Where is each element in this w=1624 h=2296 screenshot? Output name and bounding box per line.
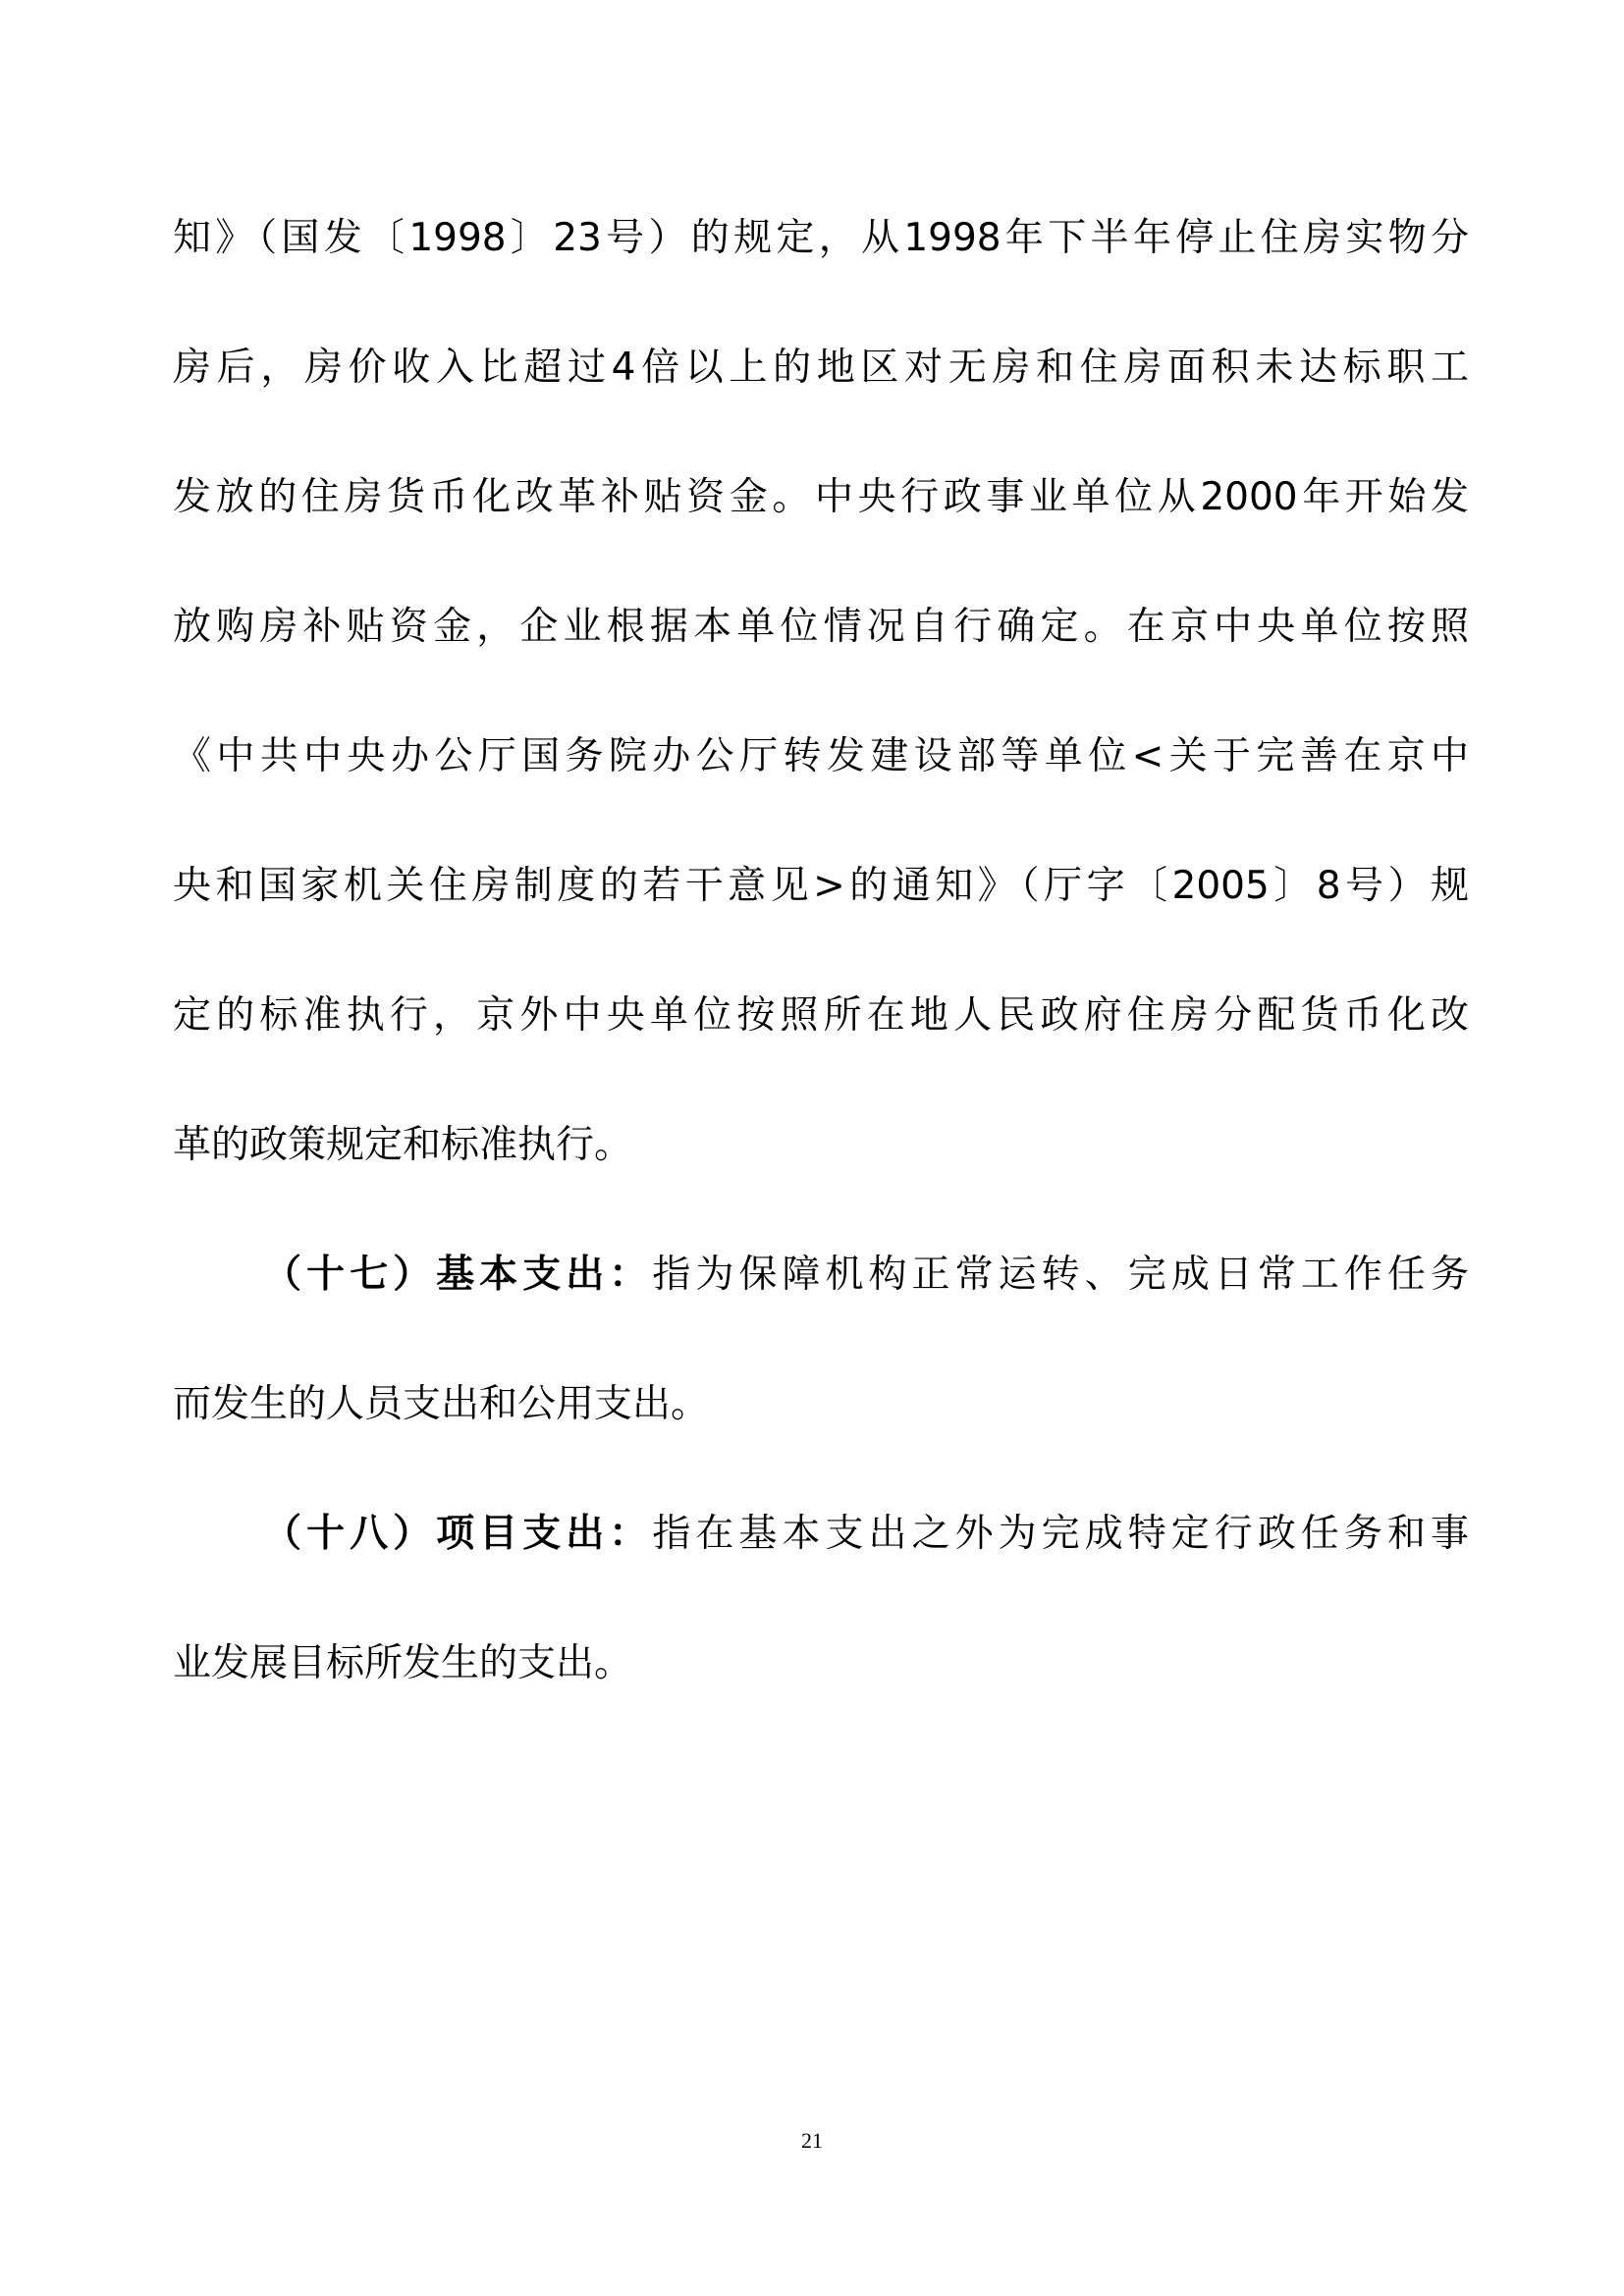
paragraph-1-line-5: 《中共中央办公厅国务院办公厅转发建设部等单位<关于完善在京中 — [173, 734, 1469, 778]
paragraph-1-line-4: 放购房补贴资金，企业根据本单位情况自行确定。在京中央单位按照 — [173, 605, 1469, 649]
paragraph-1-line-1: 知》（国发〔1998〕23号）的规定，从1998年下半年停止住房实物分 — [173, 216, 1469, 260]
paragraph-2-line-2: 而发生的人员支出和公用支出。 — [173, 1382, 710, 1426]
definition-basic-expenditure: 指为保障机构正常运转、完成日常工作任务 — [652, 1253, 1469, 1297]
paragraph-3-line-2: 业发展目标所发生的支出。 — [173, 1641, 633, 1685]
paragraph-1-line-2: 房后，房价收入比超过4倍以上的地区对无房和住房面积未达标职工 — [173, 346, 1469, 390]
paragraph-1-line-7: 定的标准执行，京外中央单位按照所在地人民政府住房分配货币化改 — [173, 993, 1469, 1038]
body-text — [173, 194, 1469, 1749]
paragraph-3-line-1 — [173, 1490, 1469, 1620]
paragraph-2-line-1 — [173, 1231, 1469, 1361]
paragraph-1-line-6: 央和国家机关住房制度的若干意见>的通知》（厅字〔2005〕8号）规 — [173, 864, 1469, 908]
paragraph-1-line-8: 革的政策规定和标准执行。 — [173, 1123, 633, 1167]
definition-project-expenditure: 指在基本支出之外为完成特定行政任务和事 — [652, 1512, 1469, 1556]
term-project-expenditure: （十八）项目支出： — [263, 1512, 653, 1556]
page-number: 21 — [801, 2128, 823, 2153]
paragraph-1-line-3: 发放的住房货币化改革补贴资金。中央行政事业单位从2000年开始发 — [173, 475, 1469, 519]
term-basic-expenditure: （十七）基本支出： — [263, 1253, 653, 1297]
